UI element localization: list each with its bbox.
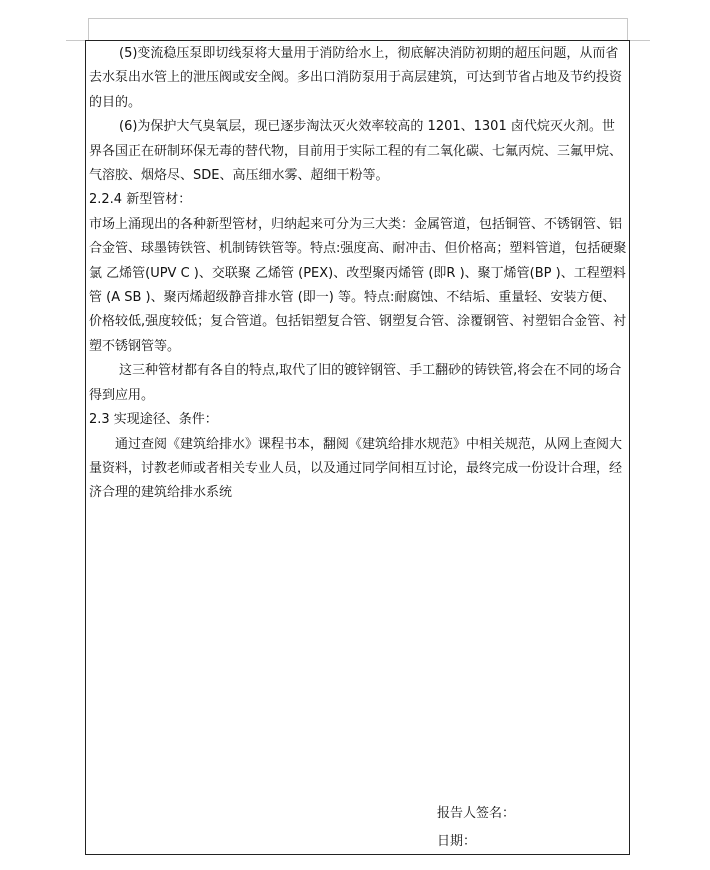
date-label: 日期： [437, 834, 477, 849]
paragraph-approach: 通过查阅《建筑给排水》课程书本，翻阅《建筑给排水规范》中相关规范，从网上查阅大量资料，讨教老师或者相关专业人员，以及通过同学间相互讨论，最终完成一份设计合理，经济合理的建筑给排水系统 [89, 436, 623, 501]
crop-mark-top-right-vertical [627, 18, 628, 40]
header-margin-line [88, 18, 627, 19]
heading-new-pipes: 2.2.4 新型管材： [89, 192, 192, 208]
paragraph-pipe-summary: 这三种管材都有各自的特点,取代了旧的镀锌钢管、手工翻砂的铸铁管,将会在不同的场合得到应用。 [89, 363, 622, 403]
paragraph-ozone: (6)为保护大气臭氧层，现已逐步淘汰灭火效率较高的 1201、1301 卤代烷灭火剂。世界各国正在研制环保无毒的替代物，目前用于实际工程的有二氧化碳、七氟丙烷、三氟甲烷、气溶胶、烟烙尽、SDE、高压细水雾、超细干粉等。 [89, 119, 623, 184]
paragraph-pipe-types: 市场上涌现出的各种新型管材，归纳起来可分为三大类：金属管道，包括铜管、不锈钢管、铝合金管、球墨铸铁管、机制铸铁管等。特点:强度高、耐冲击、但价格高；塑料管道，包括硬聚氯 乙烯管(UPV C )、交联聚 乙烯管 (PEX)、改型聚丙烯管 (即R )、聚丁烯管(BP )、工程塑料管 (A SB )、聚丙烯超级静音排水管 (即一) 等。特点:耐腐蚀、不结垢、重量轻、安装方便、价格较低,强度较低；复合管道。包括铝塑复合管、钢塑复合管、涂覆钢管、衬塑铝合金管、衬塑不锈钢管等。 [89, 216, 627, 354]
heading-approach: 2.3 实现途径、条件： [89, 412, 218, 428]
crop-mark-top-right-horizontal [628, 40, 650, 41]
reporter-signature-label: 报告人签名： [437, 806, 516, 821]
crop-mark-top-left-vertical [88, 18, 89, 40]
document-body [89, 42, 627, 506]
paragraph-pump: (5)变流稳压泵即切线泵将大量用于消防给水上，彻底解决消防初期的超压问题，从而省去水泵出水管上的泄压阀或安全阀。多出口消防泵用于高层建筑，可达到节省占地及节约投资的目的。 [89, 46, 623, 110]
